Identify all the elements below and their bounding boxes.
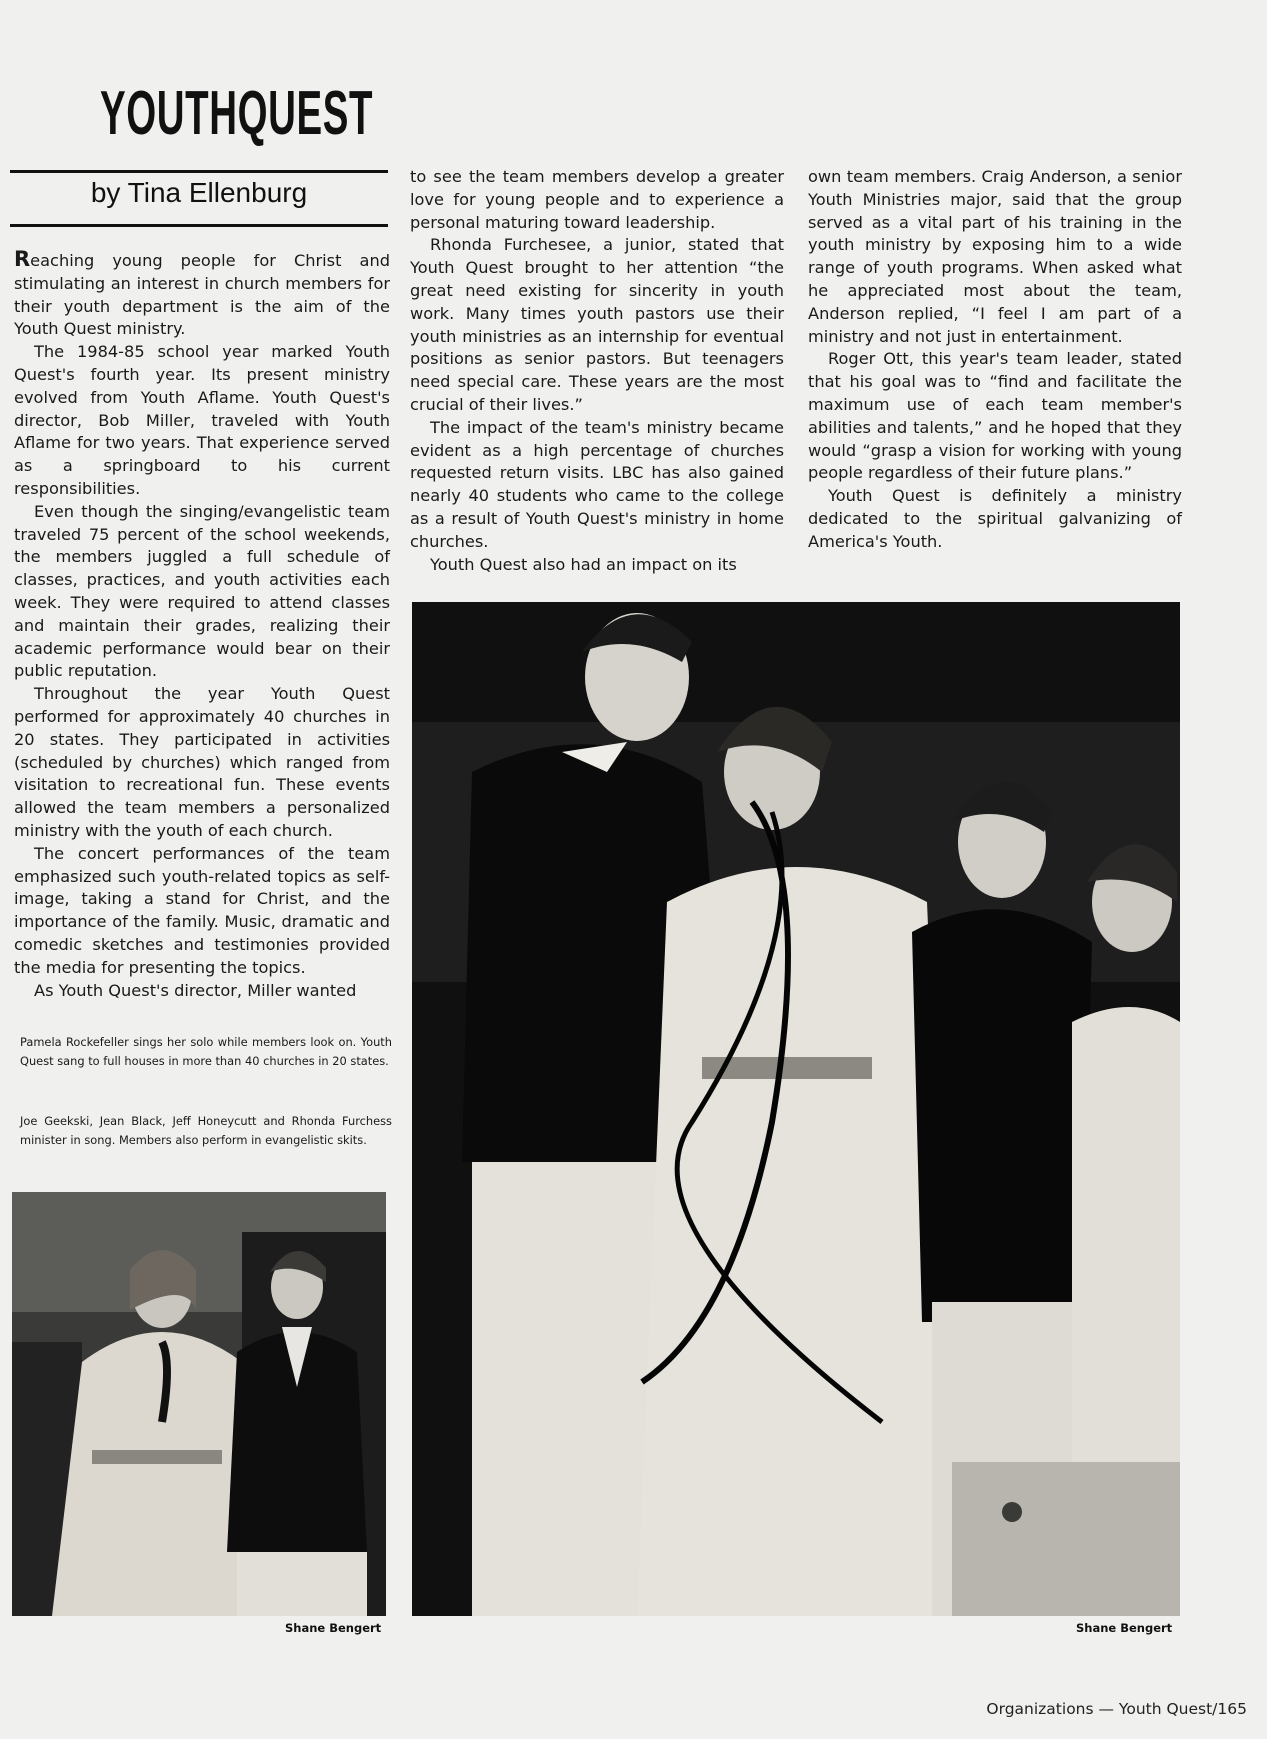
paragraph-7: to see the team members develop a greater love for young people and to experience a personal maturing toward leadership. [410, 167, 784, 232]
paragraph-11: own team members. Craig Anderson, a senior Youth Ministries major, said that the group served as a vital part of his training in the youth ministry by exposing him to a wide range of youth programs. When asked what he appreciated most about the team, Anderson replied, “I feel I am part of a ministry and not just in entertainment. [808, 167, 1182, 346]
paragraph-12: Roger Ott, this year's team leader, stated that his goal was to “find and facilitate the maximum use of each team member's abilities and talents,” and he hoped that they would “grasp a vision for working with young people regardless of their future plans.” [808, 349, 1182, 483]
large-photo-image [412, 602, 1180, 1616]
paragraph-1 [14, 248, 390, 341]
title-rule-bottom [10, 224, 388, 227]
paragraph-3: Even though the singing/evangelistic team traveled 75 percent of the school weekends, the members juggled a full schedule of classes, practices, and youth activities each week. They were required to attend classes and maintain their grades, realizing their academic performance would bear on their public reputation. [14, 501, 390, 681]
page-title: YOUTHQUEST [100, 79, 374, 148]
paragraph-9: The impact of the team's ministry became evident as a high percentage of churches requested return visits. LBC has also gained nearly 40 students who came to the college as a result of Youth Quest's ministry in home churches. [410, 417, 784, 551]
paragraph-13: Youth Quest is definitely a ministry dedicated to the spiritual galvanizing of America's Youth. [808, 486, 1182, 551]
caption-1: Pamela Rockefeller sings her solo while members look on. Youth Quest sang to full houses in more than 40 churches in 20 states. [20, 1035, 392, 1068]
small-photo-image [12, 1192, 386, 1616]
paragraph-2: The 1984-85 school year marked Youth Quest's fourth year. Its present ministry evolved from Youth Aflame. Youth Quest's director, Bob Miller, traveled with Youth Aflame for two years. That experience served as a springboard to his current responsibilities. [14, 342, 390, 498]
paragraph-8: Rhonda Furchesee, a junior, stated that Youth Quest brought to her attention “the great need existing for sincerity in youth work. Many times youth pastors use their youth ministries as an internship for eventual positions as senior pastors. But teenagers need special care. These years are the most crucial of their lives.” [410, 235, 784, 414]
paragraph-5: The concert performances of the team emphasized such youth-related topics as self-image, taking a stand for Christ, and the importance of the family. Music, dramatic and comedic sketches and testimonies provided the media for presenting the topics. [14, 843, 390, 977]
small-photo [12, 1192, 386, 1616]
small-photo-credit: Shane Bengert [285, 1621, 382, 1635]
large-photo-credit: Shane Bengert [1076, 1621, 1173, 1635]
large-photo [412, 602, 1180, 1616]
drop-cap: R [14, 247, 31, 271]
paragraph-10: Youth Quest also had an impact on its [430, 554, 737, 574]
paragraph-4: Throughout the year Youth Quest performed for approximately 40 churches in 20 states. They participated in activities (scheduled by churches) which ranged from visitation to recreational fun. These events allowed the team members a personalized ministry with the youth of each church. [14, 684, 390, 840]
paragraph-6: As Youth Quest's director, Miller wanted [34, 980, 357, 1000]
article-column-3 [808, 166, 1182, 554]
caption-2: Joe Geekski, Jean Black, Jeff Honeycutt and Rhonda Furchess minister in song. Members also perform in evangelistic skits. [20, 1114, 392, 1147]
page-folio: Organizations — Youth Quest/165 [986, 1700, 1247, 1718]
title-rule-top [10, 170, 388, 173]
article-column-1 [14, 248, 390, 1002]
byline: by Tina Ellenburg [90, 177, 308, 208]
paragraph-1-text: eaching young people for Christ and stimulating an interest in church members for their youth department is the aim of the Youth Quest ministry. [14, 251, 390, 339]
article-column-2 [410, 166, 784, 576]
